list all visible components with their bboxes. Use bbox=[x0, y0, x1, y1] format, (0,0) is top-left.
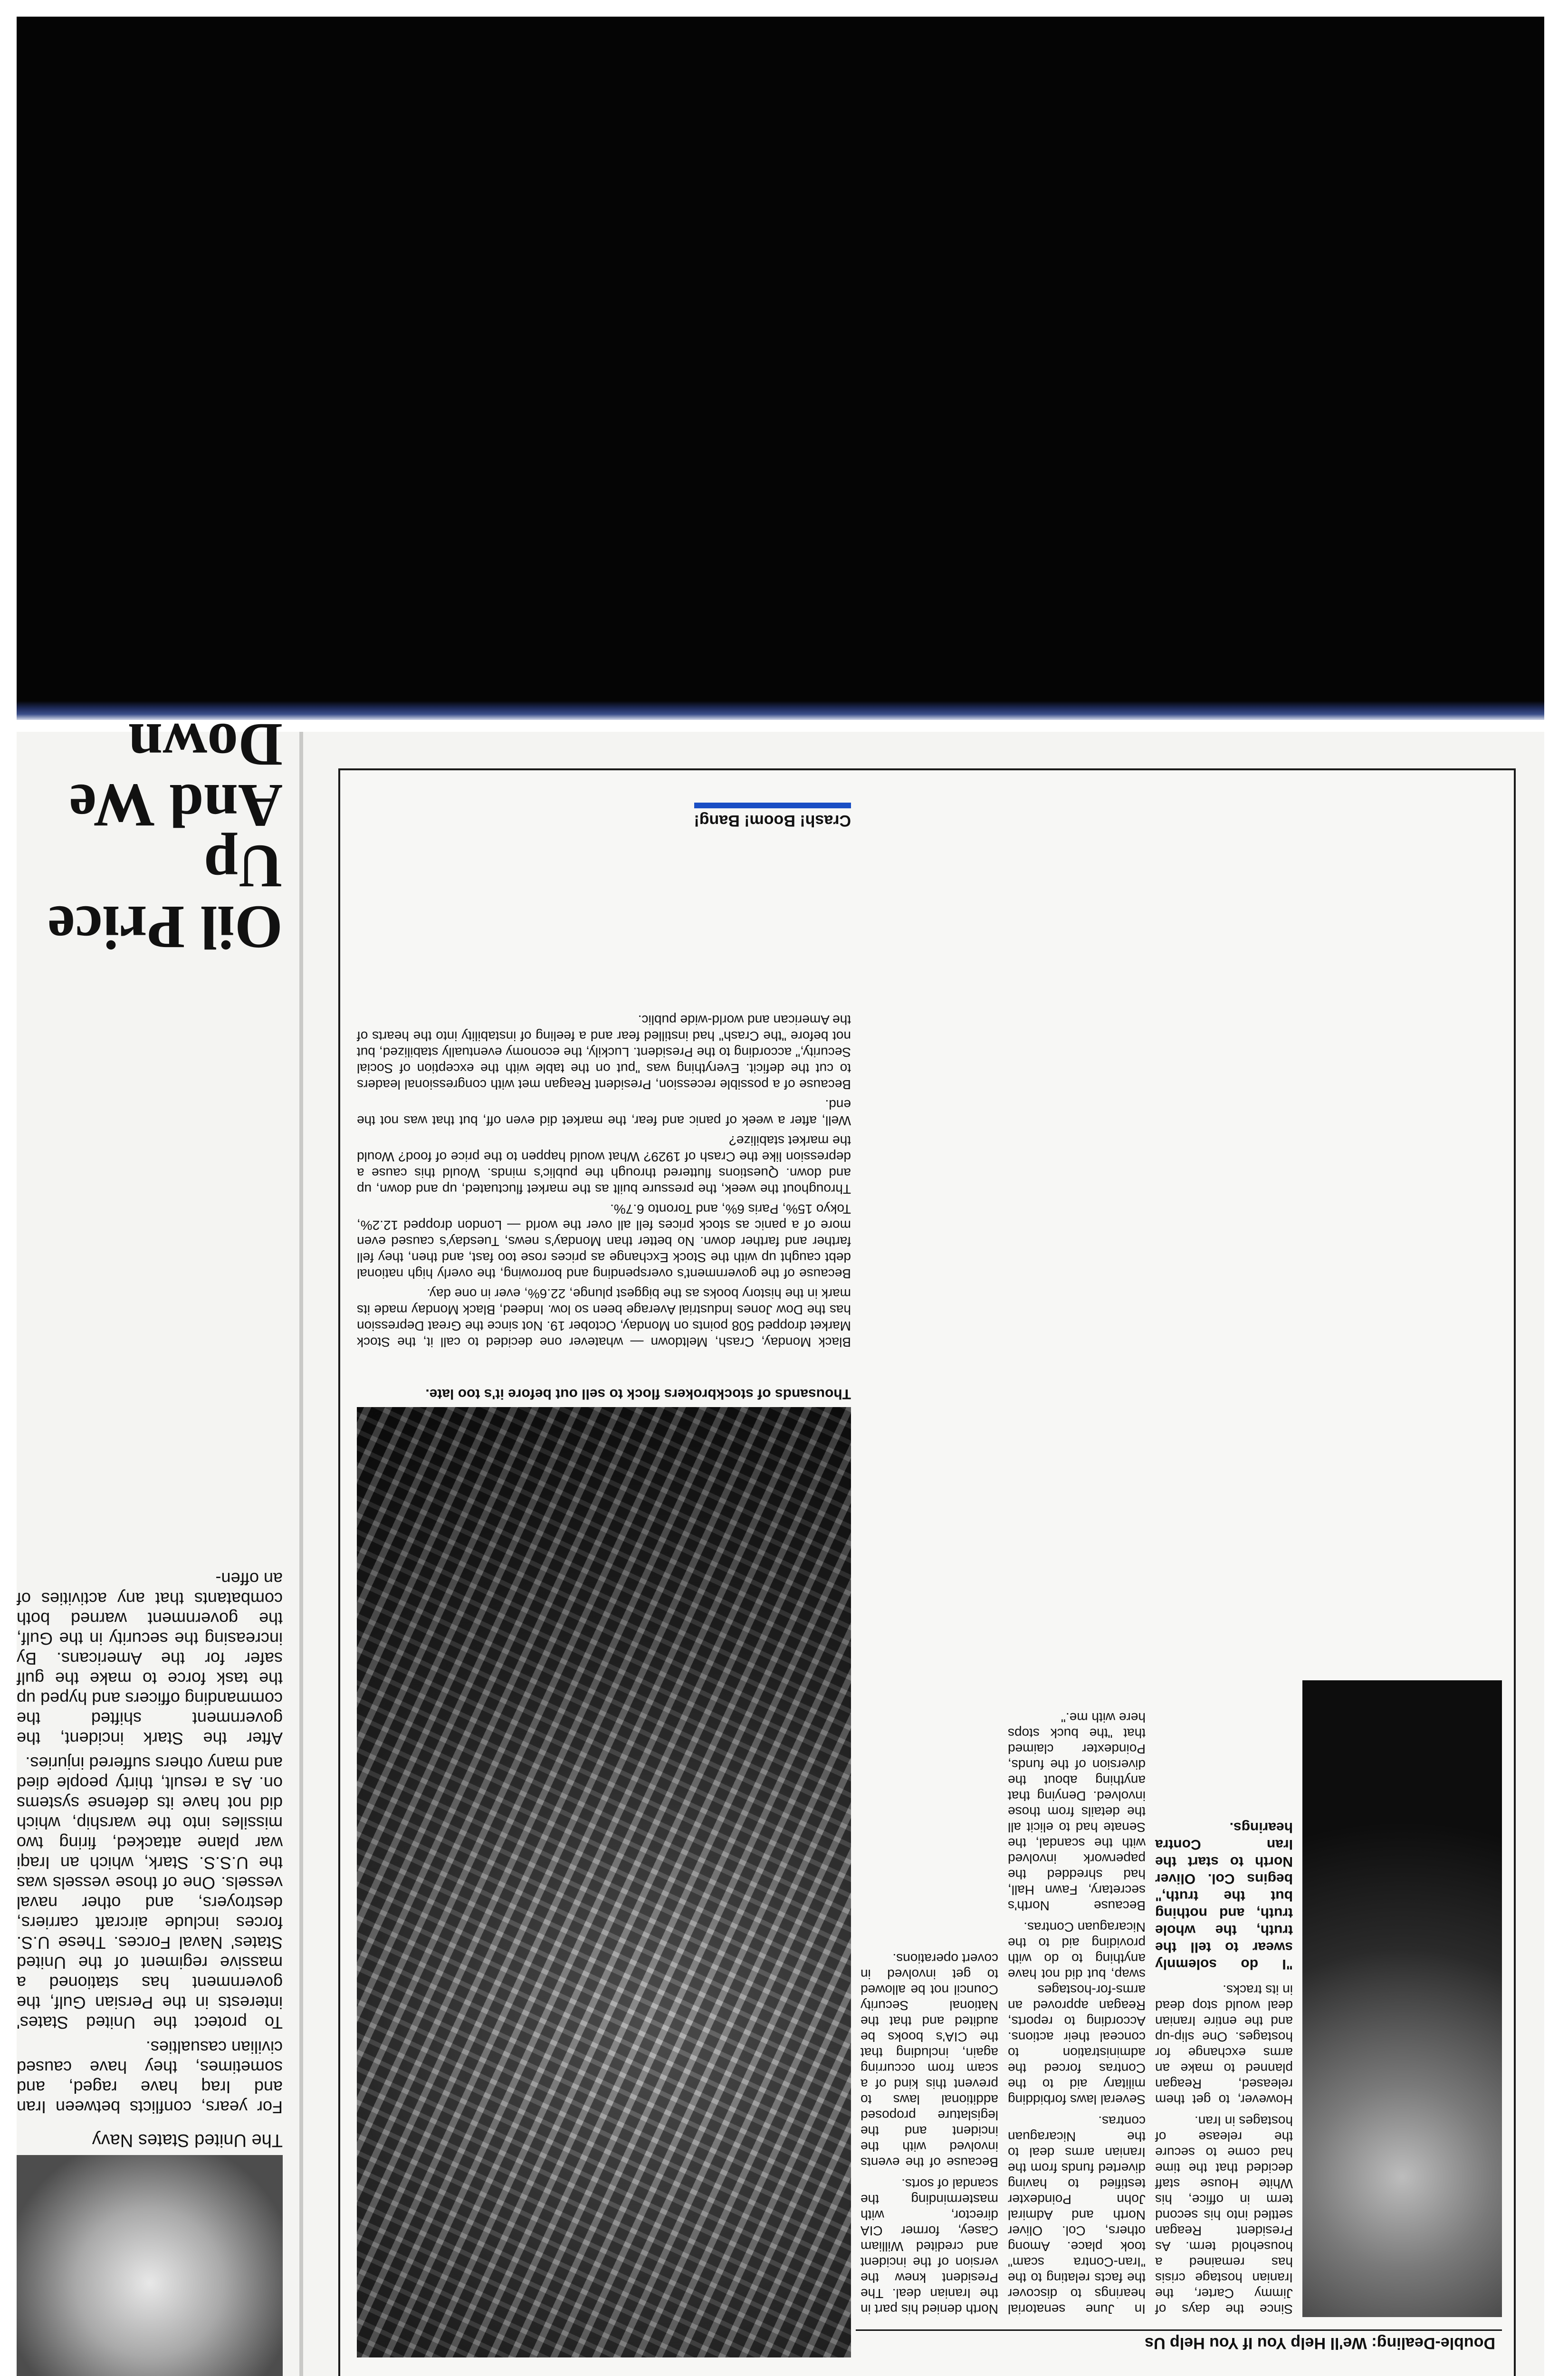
photo-caption: Thousands of stockbrokers flock to sell out before it's too late. bbox=[425, 1386, 851, 1402]
article-column-2 bbox=[1008, 1710, 1146, 2317]
article-title bbox=[17, 710, 283, 961]
headline-accent-bar bbox=[694, 803, 851, 808]
page-frame bbox=[338, 768, 1516, 2376]
article-crash bbox=[357, 789, 851, 2357]
stock-exchange-floor-photo bbox=[357, 1407, 851, 2357]
left-page bbox=[304, 732, 1544, 2376]
paragraph: Because of the government's overspending and borrowing, the overly high national debt caught up with the Stock Exchange as prices rose too fast, and then, they fell farther and farther down. No better than Monday's news, Tuesday's caused even more of a panic as stock prices fell all over the world — London dropped 12.2%, Tokyo 15%, Paris 6%, and Toronto 6.7%. bbox=[357, 1202, 851, 1281]
article-body bbox=[357, 1012, 851, 1350]
oliver-north-photo bbox=[1302, 1680, 1502, 2317]
article-column-1 bbox=[1155, 1809, 1293, 2317]
paragraph: After the Stark incident, the government shifted the commanding officers and hyped up the task force to make the gulf safer for the Americans. By increasing the security in the Gulf, the government warned both combatants that any activities of an offen- bbox=[17, 1569, 283, 1748]
title-line: Oil Price bbox=[48, 893, 283, 961]
title-line: Up bbox=[203, 832, 283, 901]
article-headline: Crash! Boom! Bang! bbox=[694, 812, 851, 830]
paragraph: Black Monday, Crash, Meltdown — whatever one decided to call it, the Stock Market dropped 508 points on Monday, October 19. Not since the Great Depression has the Dow Jones Industrial Average been so low. Indeed, Black Monday made its mark in the history books as the biggest plunge, 22.6%, ever in one day. bbox=[357, 1286, 851, 1350]
paragraph: However, to get them released, Reagan planned to make an arms exchange for hostages. One slip-up and the entire Iranian deal would stop dead in its tracks. bbox=[1155, 1983, 1293, 2107]
article-body bbox=[17, 1569, 283, 2117]
paragraph: Throughout the week, the pressure built as the market fluctuated, up and down, up and down. Questions fluttered through the public's minds. Would this cause a depression like the Crash of 1929? What would happen to the price of food? Would the market stabilize? bbox=[357, 1133, 851, 1197]
title-line: Down bbox=[128, 710, 283, 779]
paragraph: North denied his part in the Iranian deal. The President knew the version of the incident and credited William Casey, former CIA director, with masterminding the scandal of sorts. bbox=[860, 2176, 998, 2317]
paragraph: Well, after a week of panic and fear, the market did even off, but that was not the end. bbox=[357, 1097, 851, 1128]
paragraph: Because North's secretary, Fawn Hall, had shredded the paperwork involved with the scandal, the Senate had to elicit all the details from those involved. Denying that anything about the diversion of the funds, Poindexter claimed that "the buck stops here with me." bbox=[1008, 1710, 1146, 1913]
scanner-background bbox=[17, 17, 1544, 720]
navy-ship-photo bbox=[17, 2155, 283, 2376]
article-headline: Double-Dealing: We'll Help You If You Help Us bbox=[856, 2329, 1502, 2355]
article-double-dealing bbox=[856, 1671, 1502, 2355]
paragraph: Since the days of Jimmy Carter, the Iranian hostage crisis has remained a household term. As President Reagan settled into his second term in office, his White House staff decided that the time had come to secure the release of hostages in Iran. bbox=[1155, 2114, 1293, 2317]
paragraph: To protect the United States' interests in the Persian Gulf, the government has stationed a massive regiment of the United States' Naval Forces. These U.S. forces include aircraft carriers, destroyers, and other naval vessels. One of those vessels was the U.S.S. Stark, which an Iraqi war plane attacked, firing two missiles into the warship, which did not have its defense systems on. As a result, thirty people died and many others suffered injuries. bbox=[17, 1753, 283, 2032]
pull-quote: "I do solemnly swear to tell the truth, the whole truth, and nothing but the truth," begins Col. Oliver North to start the Iran Contra hearings. bbox=[1155, 1820, 1293, 1972]
paragraph: Several laws forbidding military aid to the Contras forced the administration to conceal their actions. According to reports, Reagan approved an arms-for-hostages swap, but did not have anything to do with providing aid to the Nicaraguan Contras. bbox=[1008, 1920, 1146, 2107]
page-gutter bbox=[299, 732, 303, 2376]
title-line: And We bbox=[69, 771, 283, 840]
paragraph: For years, conflicts between Iran and Iraq have raged, and sometimes, they have caused civilian casualties. bbox=[17, 2038, 283, 2117]
photo-caption: The United States Navy bbox=[92, 2130, 283, 2150]
paragraph: Because of a possible recession, President Reagan met with congressional leaders to cut the deficit. Everything was "put on the table with the exception of Social Security," according to the President. Luckily, the economy eventually stabilized, but not before "the Crash" had instilled fear and a feeling of instability into the hearts of the American and world-wide public. bbox=[357, 1013, 851, 1092]
right-page bbox=[17, 710, 297, 2376]
paragraph: Because of the events involved with the incident and the legislature proposed additional laws to prevent this kind of a scam from occurring again, including that the CIA's books be audited and that the National Security Council not be allowed to get involved in covert operations. bbox=[860, 1951, 998, 2170]
upside-down-spread bbox=[17, 710, 1544, 2376]
paragraph: In June senatorial hearings to discover the facts relating to the "Iran-Contra scam" took place. Among others, Col. Oliver North and Admiral John Poindexter testified to having diverted funds from the Iranian arms deal to the Nicaraguan contras. bbox=[1008, 2114, 1146, 2317]
yearbook-spread bbox=[17, 710, 1544, 2376]
article-column-3 bbox=[860, 1951, 998, 2317]
